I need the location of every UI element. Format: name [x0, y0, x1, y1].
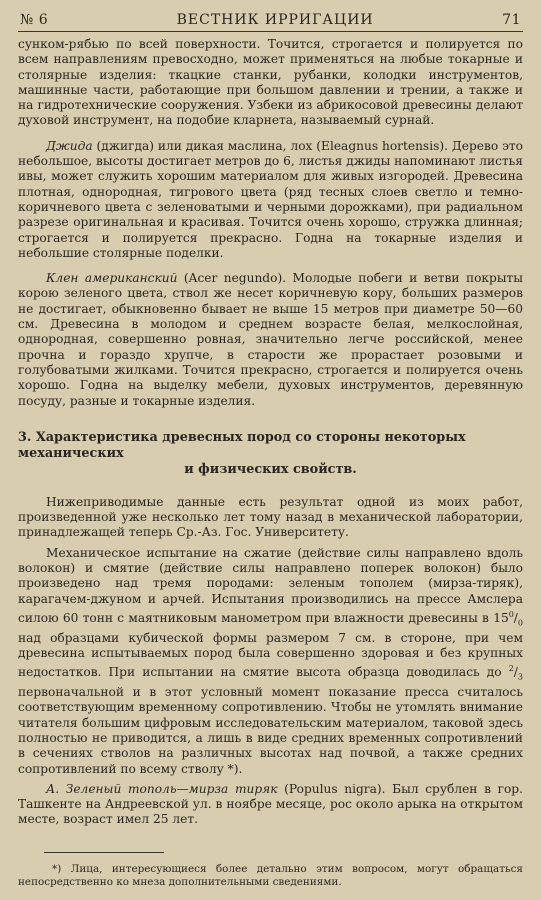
term-poplar: А. Зеленый тополь—мирза тиряк — [46, 781, 278, 796]
paragraph-dzhida-text: (джигда) или дикая маслина, лох (Eleagnus hortensis). Дерево это небольшое, высоты достигает метров до 6, листья джиды напоминают листья ивы, может служить хорошим материалом для живых изгородей. Древесина плотная, однородная, тигрового цвета (ряд тесных слоев светло и темно-коричневого цвета с зеленоватыми и черными дорожками), при радиальном разрезе оригинальная и красивая. Точится очень хорошо, стружка длинная; строгается и полируется прекрасно. Годна на токарные изделия и небольшие столярные поделки. — [18, 138, 523, 260]
journal-title: ВЕСТНИК ИРРИГАЦИИ — [176, 12, 374, 28]
term-dzhida: Джида — [46, 138, 93, 153]
section-heading-line2: и физических свойств. — [184, 461, 357, 477]
percent-sign-top: 0 — [508, 609, 514, 619]
section-heading — [18, 430, 523, 478]
fraction-denominator: 3 — [517, 672, 523, 682]
footnote-divider — [44, 852, 164, 853]
page-number: 71 — [502, 12, 521, 28]
percent-sign-slash: / — [513, 610, 518, 625]
paragraph-dzhida — [18, 139, 523, 261]
section-heading-line1: 3. Характеристика древесных пород со стороны некоторых механических — [18, 429, 466, 461]
percent-sign-bottom: 0 — [517, 618, 523, 628]
methodology-text-b: над образцами кубической формы размером 7 см. в сторонe, при чем древесина испытываемых пород была совершенно здоровая и без крупных недостатков. При испытании на смятие высота образца доводилась до — [18, 630, 523, 680]
methodology-text-a: Механическое испытание на сжатие (действие силы направлено вдоль волокон) и смятие (действие силы направлено поперек волокон) было произведено над тремя породами: зеленым тополем (мирза-тиряк), карагачем-джуном и арчей. Испытания производились на прессе Амслера силою 60 тонн с маятниковым манометром при влажности древесины в 15 — [18, 545, 523, 625]
methodology-text-c: первоначальной и в этот условный момент показание пресса считалось соответствующим временному сопротивлению. Чтобы не утомлять внимание читателя большим цифровым исследовательским материалом, таковой здесь полностью не приводится, а лишь в виде средних временных сопротивлений в сечениях стволов на различных высотах над почвой, а также средних сопротивлений по всему стволу *). — [18, 685, 523, 776]
footnote: *) Лица, интересующиеся более детально этим вопросом, могут обращаться непосредственно ко мнеза дополнительными сведениями. — [18, 862, 523, 889]
issue-number: № 6 — [20, 12, 49, 28]
paragraph-maple — [18, 271, 523, 409]
paragraph-apricot-continued: сунком-рябью по всей поверхности. Точится, строгается и полируется по всем направлениям превосходно, может применяться на любые токарные и столярные изделия: ткацкие станки, рубанки, колодки инструментов, машинные части, работающие при большом давлении и трении, а также и на гидротехнические сооружения. Узбеки из абрикосовой древесины делают духовой инструмент, на подобие кларнета, называемый сурнай. — [18, 37, 523, 128]
paragraph-poplar-text: (Populus nigra). Был срублен в гор. Ташкенте на Андреевской ул. в ноябре месяце, рос около арыка на открытом месте, возраст имел 25 лет. — [18, 781, 523, 827]
paragraph-methodology — [18, 546, 523, 777]
page-header — [18, 8, 523, 32]
paragraph-poplar — [18, 782, 523, 828]
paragraph-source: Нижеприводимые данные есть результат одной из моих работ, произведенной уже несколько лет тому назад в механической лаборатории, принадлежащей теперь Ср.-Аз. Гос. Университету. — [18, 494, 523, 540]
fraction-numerator: 2 — [508, 664, 514, 674]
fraction-slash: / — [513, 665, 518, 680]
term-maple: Клен американский — [46, 271, 178, 286]
paragraph-maple-text: (Acer negundo). Молодые побеги и ветви покрыты корою зеленого цвета, ствол же несет коричневую кору, больших размеров не достигает, обыкновенно бывает не выше 15 метров при диаметре 50—60 см. Древесина в молодом и среднем возрасте белая, мелкослойная, однородная, совершенно ровная, значительно легче российской, менее прочна и гораздо хрупче, в старости же прорастает розовыми и голубоватыми жилками. Точится прекрасно, строгается и полируется очень хорошо. Годна на выделку мебели, духовых инструментов, деревянную посуду, разные и токарные изделия. — [18, 271, 523, 408]
article-body — [18, 32, 523, 890]
